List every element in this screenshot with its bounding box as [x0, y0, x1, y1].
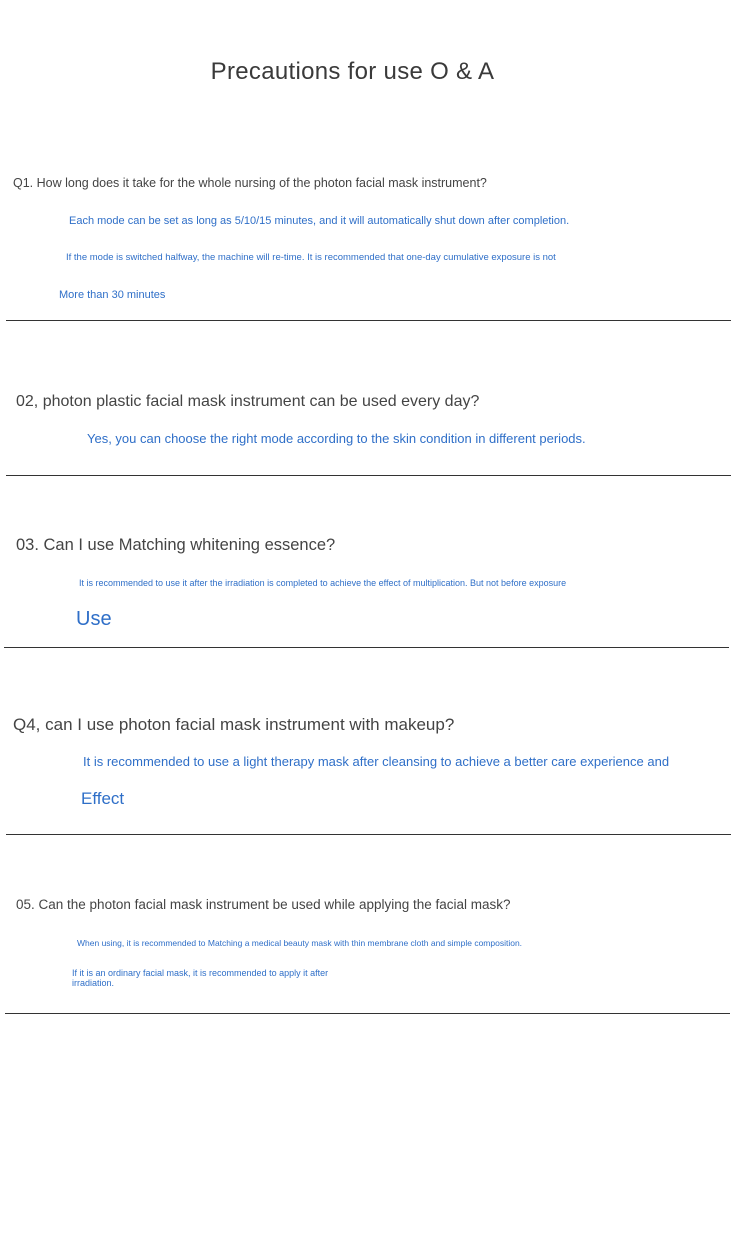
answer-5-line-1: When using, it is recommended to Matching a medical beauty mask with thin membrane cloth and simple composition. — [77, 938, 523, 948]
question-1: Q1. How long does it take for the whole nursing of the photon facial mask instrument? — [13, 176, 487, 190]
question-5: 05. Can the photon facial mask instrument be used while applying the facial mask? — [16, 897, 511, 912]
answer-1-line-1: Each mode can be set as long as 5/10/15 minutes, and it will automatically shut down after completion. — [69, 215, 570, 227]
question-2: 02, photon plastic facial mask instrument can be used every day? — [16, 393, 480, 410]
divider-3 — [4, 647, 729, 648]
answer-5-line-3: irradiation. — [72, 978, 115, 988]
answer-1-line-3: More than 30 minutes — [59, 289, 166, 301]
answer-2-line-1: Yes, you can choose the right mode according to the skin condition in different periods. — [87, 431, 586, 446]
answer-4-line-2: Effect — [81, 789, 125, 808]
answer-4-line-1: It is recommended to use a light therapy mask after cleansing to achieve a better care experience and — [83, 754, 670, 769]
question-3: 03. Can I use Matching whitening essence? — [16, 536, 336, 554]
divider-1 — [6, 320, 731, 321]
answer-3-line-2: Use — [76, 608, 112, 630]
question-4: Q4, can I use photon facial mask instrument with makeup? — [13, 715, 455, 734]
answer-5-line-2: If it is an ordinary facial mask, it is recommended to apply it after — [72, 968, 329, 978]
divider-4 — [6, 834, 731, 835]
page-title: Precautions for use O & A — [210, 58, 495, 85]
answer-3-line-1: It is recommended to use it after the irradiation is completed to achieve the effect of multiplication. But not before exposure — [79, 578, 567, 588]
divider-5 — [5, 1013, 730, 1014]
answer-1-line-2: If the mode is switched halfway, the machine will re-time. It is recommended that one-day cumulative exposure is not — [66, 252, 556, 263]
divider-2 — [6, 475, 731, 476]
